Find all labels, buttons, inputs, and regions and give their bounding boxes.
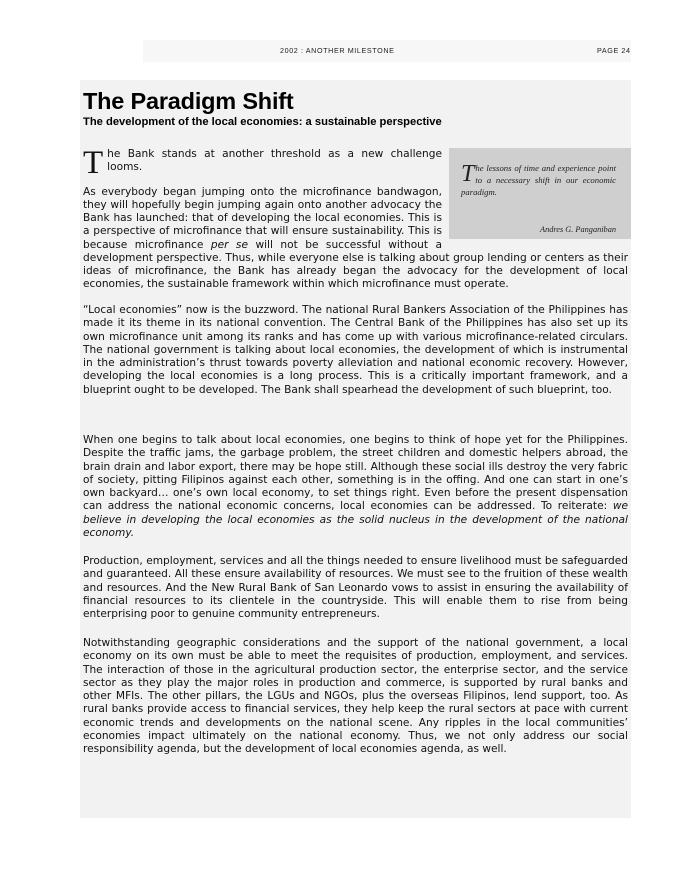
drop-cap: T	[83, 145, 104, 181]
article-title: The Paradigm Shift	[83, 88, 294, 114]
paragraph-hope-text: When one begins to talk about local economies, one begins to think of hope yet for the Philippines. Despite the traffic jams, the garbage problem, the street children and domestic helpers abroad, the brain drain and labor export, there may be hope still. Although these social ills destroy the very fabric of society, pitting Filipinos against each other, something is in the offing. And one can start in one’s own backyard… one’s own local economy, to set things right. Even before the present dispensation can address the national economic concerns, local economies can be addressed. To reiterate:	[83, 434, 628, 513]
intro-second-post: will not be successful without a development perspective. Thus, while everyone else is talking about group lending or centers as their ideas of microfinance, the Bank has already began the advocacy for the development of local economies, the sustainable framework within which microfinance must operate.	[83, 238, 628, 291]
intro-first-sentence: he Bank stands at another threshold as a new challenge looms.	[107, 148, 442, 174]
paragraph-production: Production, employment, services and all the things needed to ensure livelihood must be safeguarded and guaranteed. All these ensure availability of resources. We must see to the fruition of these wealth and resources. And the New Rural Bank of San Leonardo vows to assist in ensuring the availability of financial resources to its clientele in the countryside. This will enable them to rise from being enterprising poor to genuine community entrepreneurs.	[83, 555, 628, 620]
pull-quote-text: The lessons of time and experience point to a necessary shift in our economic paradigm.	[461, 161, 616, 197]
pull-quote-box	[449, 148, 631, 239]
paragraph-hope-italic: we believe in developing the local economies as the solid nucleus in the development of the national economy.	[83, 500, 628, 539]
intro-second-italic: per se	[210, 238, 248, 251]
paragraph-hope	[83, 434, 628, 540]
running-head-section: 2002 : ANOTHER MILESTONE	[280, 46, 395, 55]
paragraph-notwithstanding: Notwithstanding geographic considerations and the support of the national government, a local economy on its own must be able to meet the requisites of production, employment, and services. The interaction of those in the agricultural production sector, the enterprise sector, and the service sector as they play the major roles in production and commerce, is supported by rural banks and other MFIs. The other pillars, the LGUs and NGOs, plus the overseas Filipinos, lend support, too. As rural banks provide access to financial services, they help keep the rural sectors at pace with current economic trends and developments on the national scene. Any ripples in the local communities’ economies impact ultimately on the national economy. Thus, we not only address our social responsibility agenda, but the development of local economies agenda, as well.	[83, 637, 628, 755]
paragraph-local-economies-buzzword: “Local economies” now is the buzzword. The national Rural Bankers Association of the Philippines has made it its theme in its national convention. The Central Bank of the Philippines has also set up its own microfinance unit among its ranks and has come up with various microfinance-related circulars. The national government is talking about local economies, the development of which is instrumental in the administration’s thrust towards poverty alleviation and national economic recovery. However, developing the local economies is a long process. This is a critically important framework, and a blueprint ought to be developed. The Bank shall spearhead the development of such blueprint, too.	[83, 304, 628, 396]
article-subtitle: The development of the local economies: a sustainable perspective	[83, 116, 442, 128]
running-head-page-number: PAGE 24	[597, 46, 631, 55]
intro-second-pre: As everybody began jumping onto the microfinance bandwagon, they will hopefully begin jumping again onto another advocacy the Bank has launched: that of developing the local economies. This is a perspective of microfinance that will ensure sustainability. This is because microfinance	[83, 185, 442, 251]
pull-quote-attribution: Andres G. Panganiban	[540, 225, 616, 234]
